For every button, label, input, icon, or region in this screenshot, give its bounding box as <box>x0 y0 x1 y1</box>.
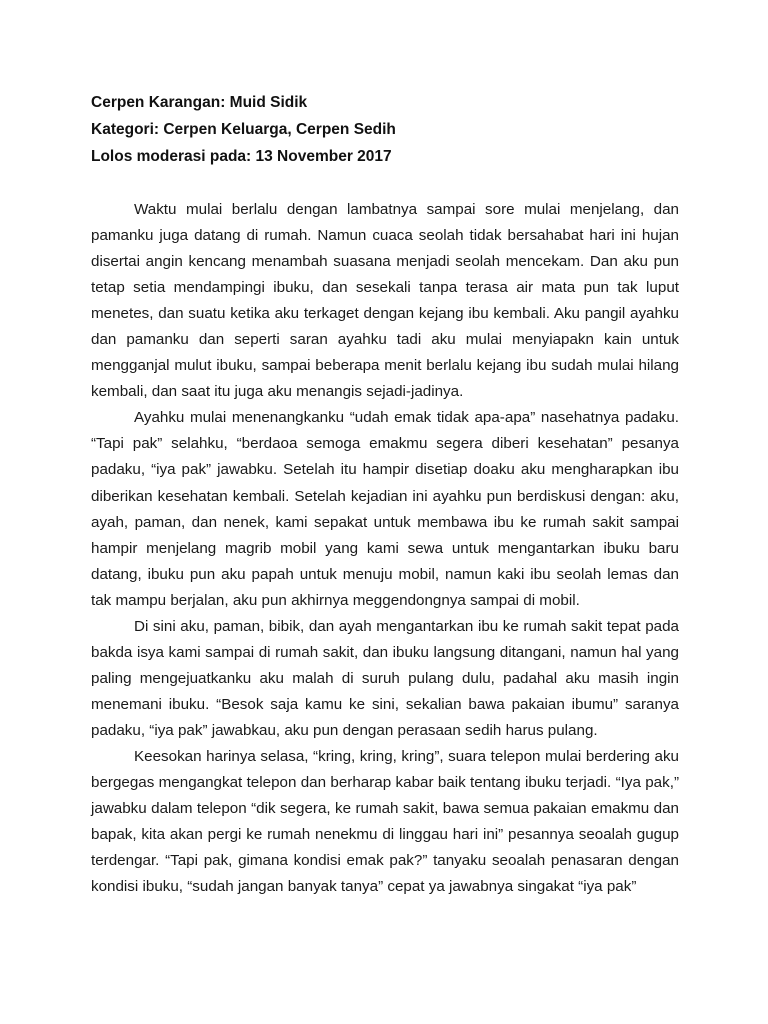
category-line: Kategori: Cerpen Keluarga, Cerpen Sedih <box>91 121 396 138</box>
story-paragraph: Di sini aku, paman, bibik, dan ayah mengantarkan ibu ke rumah sakit tepat pada bakda isya kami sampai di rumah sakit, dan ibuku langsung ditangani, namun hal yang paling mengejuatkanku aku malah di suruh pulang dulu, padahal aku masih ingin menemani ibuku. “Besok saja kamu ke sini, sekalian bawa pakaian ibumu” saranya padaku, “iya pak” jawabkau, aku pun dengan perasaan sedih harus pulang. <box>91 617 679 739</box>
story-body <box>91 197 679 900</box>
moderation-date-line: Lolos moderasi pada: 13 November 2017 <box>91 148 392 165</box>
story-paragraph: Ayahku mulai menenangkanku “udah emak tidak apa-apa” nasehatnya padaku. “Tapi pak” selahku, “berdaoa semoga emakmu segera diberi kesehatan” pesanya padaku, “iya pak” jawabku. Setelah itu hampir disetiap doaku aku mengharapkan ibu diberikan kesehatan kembali. Setelah kejadian ini ayahku pun berdiskusi dengan: aku, ayah, paman, dan nenek, kami sepakat untuk membawa ibu ke rumah sakit sampai hampir menjelang magrib mobil yang kami sewa untuk mengantarkan ibuku baru datang, ibuku pun aku papah untuk menuju mobil, namun kaki ibu seolah lemas dan tak mampu berjalan, aku pun akhirnya meggendongnya sampai di mobil. <box>91 409 679 609</box>
author-line: Cerpen Karangan: Muid Sidik <box>91 94 308 111</box>
story-metadata <box>91 89 691 170</box>
story-paragraph: Waktu mulai berlalu dengan lambatnya sampai sore mulai menjelang, dan pamanku juga datang di rumah. Namun cuaca seolah tidak bersahabat hari ini hujan disertai angin kencang menambah suasana menjadi seolah mencekam. Dan aku pun tetap setia mendampingi ibuku, dan sesekali tanpa terasa air mata pun tak luput menetes, dan suatu ketika aku terkaget dengan kejang ibu kembali. Aku pangil ayahku dan pamanku dan seperti saran ayahku tadi aku mulai menyiapakn kain untuk mengganjal mulut ibuku, sampai beberapa menit berlalu kejang ibu sudah mulai hilang kembali, dan saat itu juga aku menangis sejadi-jadinya. <box>91 201 679 401</box>
story-paragraph: Keesokan harinya selasa, “kring, kring, kring”, suara telepon mulai berdering aku bergegas mengangkat telepon dan berharap kabar baik tentang ibuku terjadi. “Iya pak,” jawabku dalam telepon “dik segera, ke rumah sakit, bawa semua pakaian emakmu dan bapak, kita akan pergi ke rumah nenekmu di linggau hari ini” pesannya seoalah gugup terdengar. “Tapi pak, gimana kondisi emak pak?” tanyaku seoalah penasaran dengan kondisi ibuku, “sudah jangan banyak tanya” cepat ya jawabnya singakat “iya pak” <box>91 747 679 896</box>
